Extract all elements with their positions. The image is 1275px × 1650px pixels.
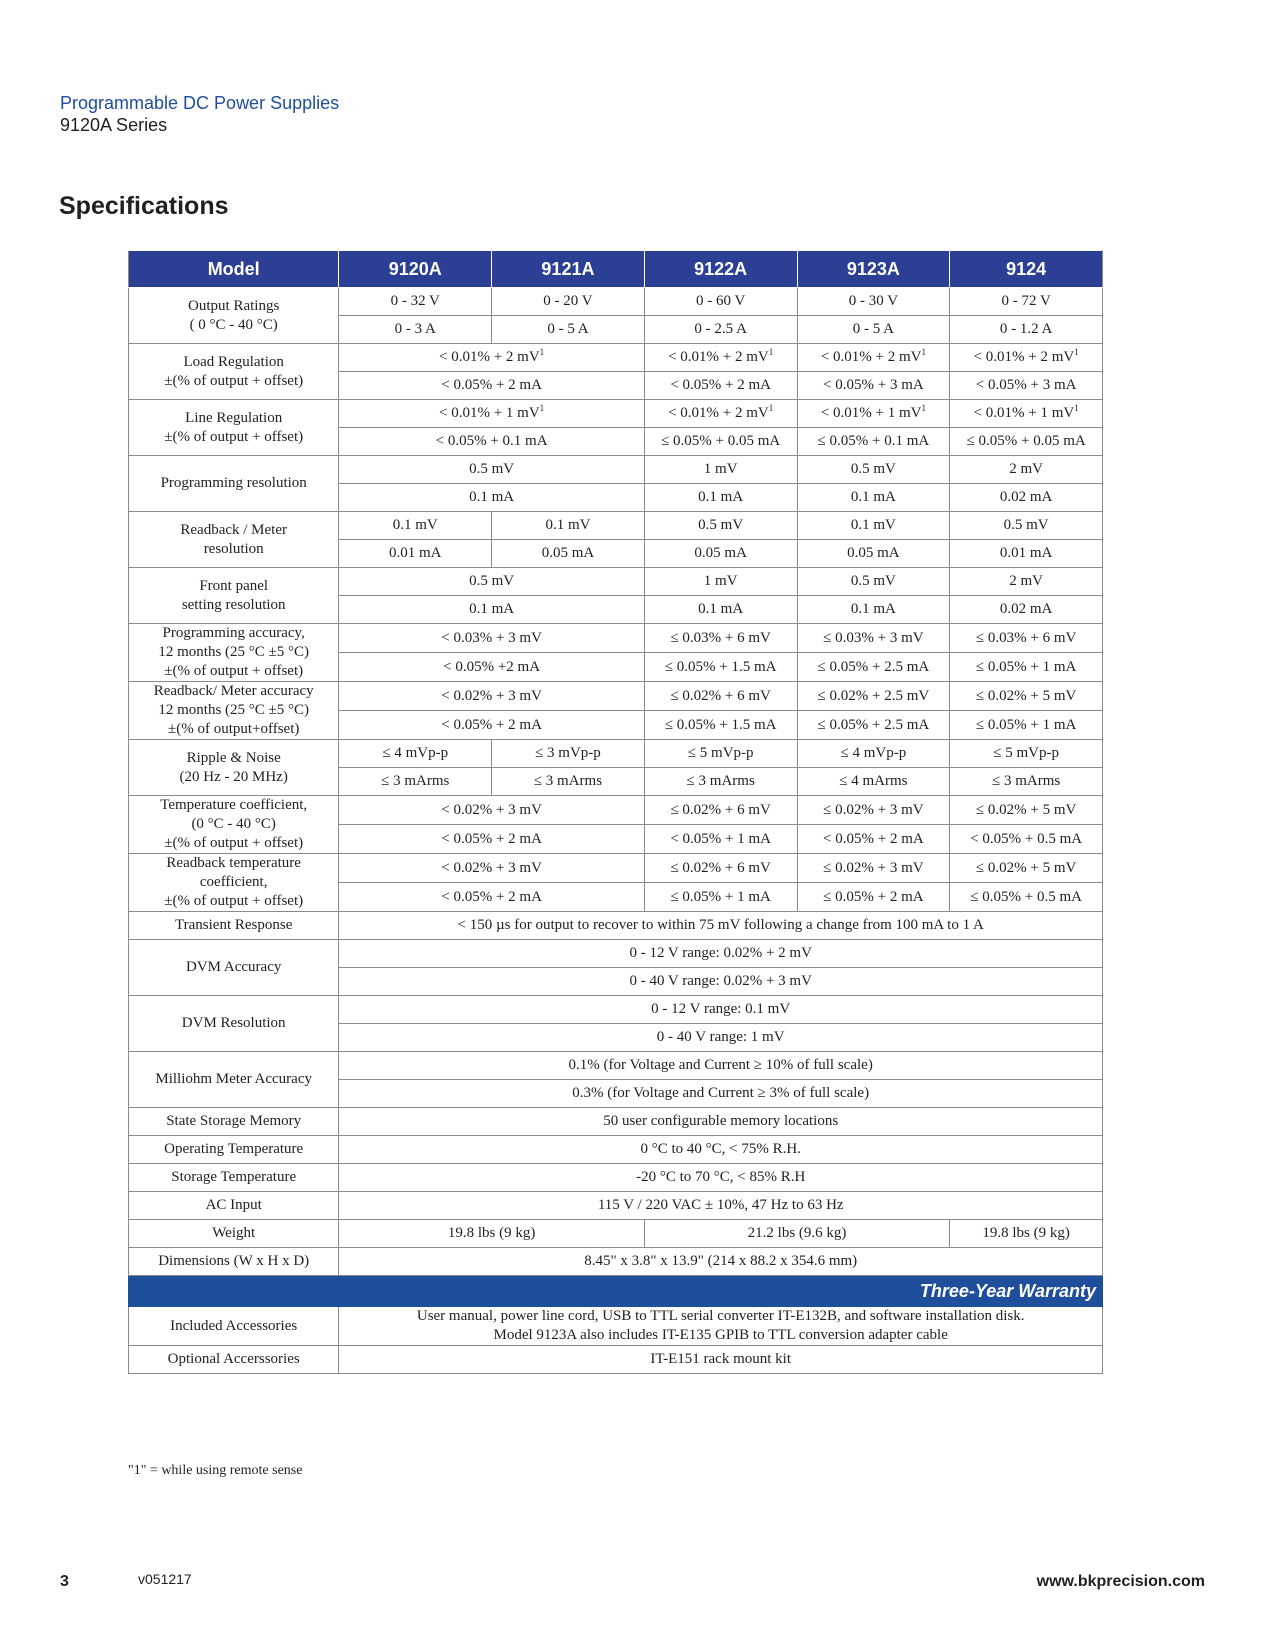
footnote-mark: 1 bbox=[1074, 347, 1079, 357]
label-line: ±(% of output + offset) bbox=[164, 893, 304, 909]
row-label-transient-response: Transient Response bbox=[129, 912, 339, 940]
value-cell bbox=[339, 344, 644, 372]
label-line: Programming accuracy, bbox=[162, 625, 305, 641]
row-label-output-ratings bbox=[129, 288, 339, 344]
value-cell: ≤ 4 mVp-p bbox=[797, 740, 950, 768]
value-cell: < 0.05% + 2 mA bbox=[797, 825, 950, 854]
value-cell: 1 mV bbox=[644, 568, 797, 596]
label-line: Readback temperature bbox=[166, 855, 301, 871]
value-cell: < 0.02% + 3 mV bbox=[339, 854, 644, 883]
row-label-ac-input: AC Input bbox=[129, 1192, 339, 1220]
cell-text: User manual, power line cord, USB to TTL serial converter IT-E132B, and software installation disk. bbox=[416, 1308, 1025, 1324]
value-cell: -20 °C to 70 °C, < 85% R.H bbox=[339, 1164, 1103, 1192]
footnote-mark: 1 bbox=[921, 403, 926, 413]
value-cell: 0.1 mA bbox=[644, 484, 797, 512]
value-cell: 0.3% (for Voltage and Current ≥ 3% of full scale) bbox=[339, 1080, 1103, 1108]
cell-text: < 0.01% + 1 mV bbox=[973, 405, 1075, 421]
value-cell: ≤ 0.05% + 1 mA bbox=[644, 883, 797, 912]
value-cell: ≤ 0.02% + 6 mV bbox=[644, 682, 797, 711]
row-label-readback-accuracy bbox=[129, 682, 339, 740]
value-cell: IT-E151 rack mount kit bbox=[339, 1346, 1103, 1374]
cell-text: < 0.01% + 2 mV bbox=[439, 349, 540, 365]
value-cell: ≤ 0.02% + 5 mV bbox=[950, 796, 1103, 825]
value-cell: < 0.05% +2 mA bbox=[339, 653, 644, 682]
value-cell: ≤ 5 mVp-p bbox=[644, 740, 797, 768]
header-cell-9124: 9124 bbox=[950, 251, 1103, 288]
value-cell: ≤ 4 mArms bbox=[797, 768, 950, 796]
label-line: Output Ratings bbox=[188, 297, 280, 314]
value-cell: 19.8 lbs (9 kg) bbox=[339, 1220, 644, 1248]
header-cell-9120a: 9120A bbox=[339, 251, 492, 288]
value-cell: ≤ 0.05% + 0.5 mA bbox=[950, 883, 1103, 912]
label-line: Readback / Meter bbox=[180, 521, 287, 538]
value-cell bbox=[339, 1307, 1103, 1346]
value-cell: ≤ 0.02% + 2.5 mV bbox=[797, 682, 950, 711]
row-label-state-storage-memory: State Storage Memory bbox=[129, 1108, 339, 1136]
table-row bbox=[129, 400, 1103, 428]
row-label-readback-resolution bbox=[129, 512, 339, 568]
table-header-row bbox=[129, 251, 1103, 288]
value-cell: 0.1 mA bbox=[797, 596, 950, 624]
value-cell: 0.5 mV bbox=[797, 456, 950, 484]
value-cell: 0.1 mA bbox=[339, 596, 644, 624]
table-row bbox=[129, 1164, 1103, 1192]
value-cell: 0.1 mV bbox=[339, 512, 492, 540]
value-cell: < 0.05% + 2 mA bbox=[339, 372, 644, 400]
table-row bbox=[129, 1307, 1103, 1346]
value-cell: ≤ 0.05% + 1 mA bbox=[950, 653, 1103, 682]
value-cell bbox=[339, 400, 644, 428]
value-cell bbox=[644, 400, 797, 428]
value-cell: 0 - 1.2 A bbox=[950, 316, 1103, 344]
value-cell: 0.5 mV bbox=[644, 512, 797, 540]
row-label-operating-temperature: Operating Temperature bbox=[129, 1136, 339, 1164]
label-line: (0 °C - 40 °C) bbox=[191, 816, 276, 832]
table-row bbox=[129, 624, 1103, 653]
value-cell: 0.5 mV bbox=[339, 456, 644, 484]
row-label-weight: Weight bbox=[129, 1220, 339, 1248]
value-cell: ≤ 3 mArms bbox=[950, 768, 1103, 796]
row-label-ripple-noise bbox=[129, 740, 339, 796]
value-cell: < 0.05% + 1 mA bbox=[644, 825, 797, 854]
row-label-dvm-accuracy: DVM Accuracy bbox=[129, 940, 339, 996]
label-line: Readback/ Meter accuracy bbox=[153, 683, 314, 699]
footnote: "1" = while using remote sense bbox=[128, 1463, 303, 1478]
value-cell: < 0.05% + 2 mA bbox=[644, 372, 797, 400]
label-line: ±(% of output + offset) bbox=[164, 663, 304, 679]
value-cell bbox=[950, 344, 1103, 372]
value-cell: ≤ 0.02% + 3 mV bbox=[797, 854, 950, 883]
value-cell: 0.1 mV bbox=[492, 512, 645, 540]
cell-text: < 0.01% + 2 mV bbox=[668, 349, 769, 365]
value-cell: 115 V / 220 VAC ± 10%, 47 Hz to 63 Hz bbox=[339, 1192, 1103, 1220]
value-cell: 0.05 mA bbox=[644, 540, 797, 568]
table-row bbox=[129, 940, 1103, 968]
header-cell-model: Model bbox=[129, 251, 339, 288]
value-cell: 0.1 mA bbox=[644, 596, 797, 624]
label-line: coefficient, bbox=[199, 874, 268, 890]
value-cell: 0.1 mV bbox=[797, 512, 950, 540]
value-cell: 50 user configurable memory locations bbox=[339, 1108, 1103, 1136]
specifications-table bbox=[128, 250, 1103, 1374]
footnote-mark: 1 bbox=[539, 347, 545, 357]
value-cell: ≤ 0.05% + 2.5 mA bbox=[797, 653, 950, 682]
value-cell: ≤ 0.03% + 6 mV bbox=[644, 624, 797, 653]
label-line: 12 months (25 °C ±5 °C) bbox=[158, 702, 310, 718]
value-cell: ≤ 0.03% + 6 mV bbox=[950, 624, 1103, 653]
value-cell: ≤ 0.05% + 0.1 mA bbox=[797, 428, 950, 456]
table-row bbox=[129, 796, 1103, 825]
value-cell: ≤ 0.02% + 6 mV bbox=[644, 854, 797, 883]
label-line: Line Regulation bbox=[185, 409, 283, 426]
header-cell-9122a: 9122A bbox=[644, 251, 797, 288]
page-number: 3 bbox=[60, 1573, 69, 1590]
value-cell: ≤ 0.05% + 1 mA bbox=[950, 711, 1103, 740]
value-cell: 0.1 mA bbox=[339, 484, 644, 512]
row-label-readback-temperature-coefficient bbox=[129, 854, 339, 912]
value-cell: 2 mV bbox=[950, 456, 1103, 484]
value-cell: < 0.02% + 3 mV bbox=[339, 796, 644, 825]
label-line: ( 0 °C - 40 °C) bbox=[189, 316, 278, 333]
table-row bbox=[129, 344, 1103, 372]
row-label-line-regulation bbox=[129, 400, 339, 456]
value-cell: 1 mV bbox=[644, 456, 797, 484]
label-line: ±(% of output + offset) bbox=[164, 372, 304, 389]
header-cell-9121a: 9121A bbox=[492, 251, 645, 288]
label-line: ±(% of output + offset) bbox=[164, 835, 304, 851]
row-label-temperature-coefficient bbox=[129, 796, 339, 854]
value-cell: < 0.02% + 3 mV bbox=[339, 682, 644, 711]
table-row bbox=[129, 1108, 1103, 1136]
value-cell: ≤ 0.05% + 0.05 mA bbox=[950, 428, 1103, 456]
value-cell: < 0.05% + 2 mA bbox=[339, 883, 644, 912]
label-line: resolution bbox=[203, 540, 264, 557]
value-cell: 0 - 5 A bbox=[492, 316, 645, 344]
value-cell: ≤ 3 mArms bbox=[492, 768, 645, 796]
value-cell: 0.5 mV bbox=[339, 568, 644, 596]
value-cell: 0 - 40 V range: 1 mV bbox=[339, 1024, 1103, 1052]
table-row bbox=[129, 1052, 1103, 1080]
label-line: Ripple & Noise bbox=[186, 749, 281, 766]
table-row bbox=[129, 456, 1103, 484]
value-cell: 0 - 20 V bbox=[492, 288, 645, 316]
value-cell: 0 - 32 V bbox=[339, 288, 492, 316]
value-cell: 0.1 mA bbox=[797, 484, 950, 512]
footnote-mark: 1 bbox=[921, 347, 926, 357]
warranty-text: Three-Year Warranty bbox=[129, 1276, 1103, 1307]
value-cell: 0.1% (for Voltage and Current ≥ 10% of full scale) bbox=[339, 1052, 1103, 1080]
value-cell: ≤ 3 mVp-p bbox=[492, 740, 645, 768]
cell-text: < 0.01% + 1 mV bbox=[439, 405, 540, 421]
value-cell: 0 - 60 V bbox=[644, 288, 797, 316]
table-row bbox=[129, 740, 1103, 768]
table-row bbox=[129, 1248, 1103, 1276]
cell-text: < 0.01% + 2 mV bbox=[973, 349, 1075, 365]
label-line: Front panel bbox=[199, 577, 269, 594]
value-cell: 0.02 mA bbox=[950, 596, 1103, 624]
table-row bbox=[129, 996, 1103, 1024]
value-cell: ≤ 0.05% + 1.5 mA bbox=[644, 711, 797, 740]
value-cell: < 0.05% + 0.5 mA bbox=[950, 825, 1103, 854]
value-cell: 0.05 mA bbox=[492, 540, 645, 568]
value-cell: 0.01 mA bbox=[339, 540, 492, 568]
value-cell: ≤ 3 mArms bbox=[644, 768, 797, 796]
value-cell bbox=[797, 344, 950, 372]
value-cell: < 0.05% + 2 mA bbox=[339, 825, 644, 854]
value-cell bbox=[644, 344, 797, 372]
value-cell: 0 - 30 V bbox=[797, 288, 950, 316]
table-row bbox=[129, 682, 1103, 711]
value-cell: ≤ 0.05% + 2.5 mA bbox=[797, 711, 950, 740]
header-cell-9123a: 9123A bbox=[797, 251, 950, 288]
table-row bbox=[129, 288, 1103, 316]
website-url: www.bkprecision.com bbox=[1036, 1573, 1205, 1590]
value-cell: 0 - 40 V range: 0.02% + 3 mV bbox=[339, 968, 1103, 996]
value-cell: ≤ 3 mArms bbox=[339, 768, 492, 796]
value-cell: ≤ 4 mVp-p bbox=[339, 740, 492, 768]
value-cell: 0 - 5 A bbox=[797, 316, 950, 344]
value-cell: ≤ 0.03% + 3 mV bbox=[797, 624, 950, 653]
label-line: Load Regulation bbox=[183, 353, 284, 370]
value-cell: 0 - 2.5 A bbox=[644, 316, 797, 344]
footnote-mark: 1 bbox=[768, 347, 774, 357]
value-cell: < 150 µs for output to recover to within 75 mV following a change from 100 mA to 1 A bbox=[339, 912, 1103, 940]
row-label-programming-resolution: Programming resolution bbox=[129, 456, 339, 512]
value-cell bbox=[950, 400, 1103, 428]
row-label-dimensions: Dimensions (W x H x D) bbox=[129, 1248, 339, 1276]
table-row bbox=[129, 512, 1103, 540]
value-cell: 0 - 3 A bbox=[339, 316, 492, 344]
value-cell: 8.45" x 3.8" x 13.9" (214 x 88.2 x 354.6 mm) bbox=[339, 1248, 1103, 1276]
table-row bbox=[129, 1220, 1103, 1248]
value-cell: ≤ 0.02% + 5 mV bbox=[950, 854, 1103, 883]
row-label-front-panel-resolution bbox=[129, 568, 339, 624]
value-cell: ≤ 5 mVp-p bbox=[950, 740, 1103, 768]
footnote-mark: 1 bbox=[539, 403, 545, 413]
value-cell: < 0.03% + 3 mV bbox=[339, 624, 644, 653]
table-row bbox=[129, 1346, 1103, 1374]
value-cell: ≤ 0.05% + 2 mA bbox=[797, 883, 950, 912]
value-cell: 0.05 mA bbox=[797, 540, 950, 568]
value-cell: 0 - 72 V bbox=[950, 288, 1103, 316]
value-cell: 0 - 12 V range: 0.1 mV bbox=[339, 996, 1103, 1024]
value-cell: ≤ 0.05% + 1.5 mA bbox=[644, 653, 797, 682]
label-line: 12 months (25 °C ±5 °C) bbox=[158, 644, 310, 660]
value-cell bbox=[797, 400, 950, 428]
row-label-load-regulation bbox=[129, 344, 339, 400]
version-code: v051217 bbox=[138, 1571, 192, 1587]
row-label-included-accessories: Included Accessories bbox=[129, 1307, 339, 1346]
label-line: (20 Hz - 20 MHz) bbox=[179, 768, 288, 785]
cell-text: Model 9123A also includes IT-E135 GPIB to TTL conversion adapter cable bbox=[493, 1327, 948, 1343]
value-cell: 0 °C to 40 °C, < 75% R.H. bbox=[339, 1136, 1103, 1164]
value-cell: 0.5 mV bbox=[797, 568, 950, 596]
warranty-banner bbox=[129, 1276, 1103, 1307]
value-cell: ≤ 0.02% + 5 mV bbox=[950, 682, 1103, 711]
row-label-milliohm-meter-accuracy: Milliohm Meter Accuracy bbox=[129, 1052, 339, 1108]
value-cell: 0.5 mV bbox=[950, 512, 1103, 540]
value-cell: < 0.05% + 3 mA bbox=[797, 372, 950, 400]
row-label-programming-accuracy bbox=[129, 624, 339, 682]
value-cell: ≤ 0.05% + 0.05 mA bbox=[644, 428, 797, 456]
value-cell: 21.2 lbs (9.6 kg) bbox=[644, 1220, 949, 1248]
label-line: ±(% of output + offset) bbox=[164, 428, 304, 445]
table-row bbox=[129, 1136, 1103, 1164]
row-label-storage-temperature: Storage Temperature bbox=[129, 1164, 339, 1192]
value-cell: < 0.05% + 3 mA bbox=[950, 372, 1103, 400]
label-line: ±(% of output+offset) bbox=[167, 721, 300, 737]
value-cell: < 0.05% + 0.1 mA bbox=[339, 428, 644, 456]
cell-text: < 0.01% + 2 mV bbox=[820, 349, 922, 365]
document-header-title: Programmable DC Power Supplies bbox=[60, 93, 340, 113]
value-cell: 0.02 mA bbox=[950, 484, 1103, 512]
footnote-mark: 1 bbox=[768, 403, 774, 413]
cell-text: < 0.01% + 2 mV bbox=[668, 405, 769, 421]
row-label-optional-accessories: Optional Accerssories bbox=[129, 1346, 339, 1374]
value-cell: 19.8 lbs (9 kg) bbox=[950, 1220, 1103, 1248]
label-line: Temperature coefficient, bbox=[160, 797, 308, 813]
label-line: setting resolution bbox=[181, 596, 286, 613]
value-cell: < 0.05% + 2 mA bbox=[339, 711, 644, 740]
value-cell: ≤ 0.02% + 6 mV bbox=[644, 796, 797, 825]
table-row bbox=[129, 1192, 1103, 1220]
section-title: Specifications bbox=[59, 192, 229, 220]
value-cell: 2 mV bbox=[950, 568, 1103, 596]
footnote-mark: 1 bbox=[1074, 403, 1079, 413]
table-row bbox=[129, 912, 1103, 940]
row-label-dvm-resolution: DVM Resolution bbox=[129, 996, 339, 1052]
table-row bbox=[129, 568, 1103, 596]
value-cell: ≤ 0.02% + 3 mV bbox=[797, 796, 950, 825]
value-cell: 0.01 mA bbox=[950, 540, 1103, 568]
document-header-subtitle: 9120A Series bbox=[60, 115, 168, 135]
cell-text: < 0.01% + 1 mV bbox=[820, 405, 922, 421]
value-cell: 0 - 12 V range: 0.02% + 2 mV bbox=[339, 940, 1103, 968]
table-row bbox=[129, 854, 1103, 883]
